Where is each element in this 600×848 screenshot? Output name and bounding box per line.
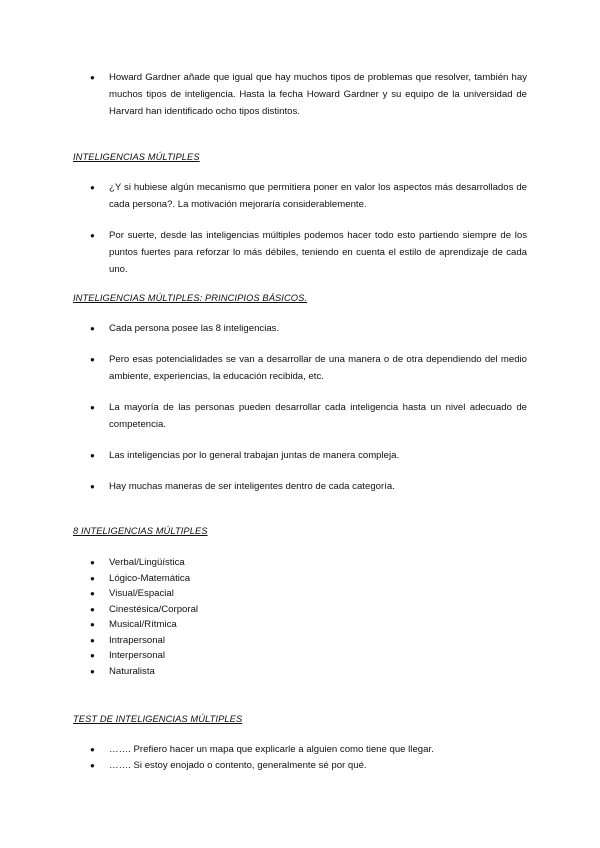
list-item: ● Hay muchas maneras de ser inteligentes dentro de cada categoría.: [0, 478, 527, 495]
bullet-icon: ●: [90, 745, 95, 754]
section2-list: [0, 320, 600, 509]
bullet-icon: ●: [90, 231, 95, 240]
list-item: ● Naturalista: [0, 664, 527, 680]
bullet-icon: ●: [90, 324, 95, 333]
bullet-icon: ●: [90, 651, 95, 660]
list-item: ● Musical/Rítmica: [0, 617, 527, 633]
section-heading-8-inteligencias: 8 INTELIGENCIAS MÚLTIPLES: [73, 526, 208, 536]
list-item: ● Cinestésica/Corporal: [0, 602, 527, 618]
bullet-icon: ●: [90, 73, 95, 82]
bullet-icon: ●: [90, 482, 95, 491]
section4-list: [0, 742, 600, 773]
bullet-icon: ●: [90, 355, 95, 364]
section1-list: [0, 179, 600, 292]
list-item: ● Cada persona posee las 8 inteligencias.: [0, 320, 527, 337]
bullet-icon: ●: [90, 760, 95, 770]
list-item: ● ……. Prefiero hacer un mapa que explicarle a alguien como tiene que llegar.: [0, 742, 527, 758]
list-item: ● Visual/Espacial: [0, 586, 527, 602]
list-item: ● Howard Gardner añade que igual que hay muchos tipos de problemas que resolver, también hay muchos tipos de inteligencia. Hasta la fecha Howard Gardner y su equipo de la universidad de Harvard han identificado ocho tipos distintos.: [0, 69, 527, 120]
list-item: ● ¿Y si hubiese algún mecanismo que permitiera poner en valor los aspectos más desarrollados de cada persona?. La motivación mejoraría considerablemente.: [0, 179, 527, 213]
list-item: ● Verbal/Lingüística: [0, 555, 527, 571]
section-heading-test: TEST DE INTELIGENCIAS MÚLTIPLES: [73, 714, 243, 724]
section-heading-inteligencias-multiples: INTELIGENCIAS MÚLTIPLES: [73, 152, 200, 162]
bullet-icon: ●: [90, 589, 95, 598]
bullet-icon: ●: [90, 183, 95, 192]
list-item: ● Interpersonal: [0, 648, 527, 664]
intro-list: [0, 69, 600, 134]
bullet-icon: ●: [90, 403, 95, 412]
bullet-icon: ●: [90, 620, 95, 629]
list-item: ● Las inteligencias por lo general trabajan juntas de manera compleja.: [0, 447, 527, 464]
list-item: ● Por suerte, desde las inteligencias múltiples podemos hacer todo esto partiendo siempre de los puntos fuertes para reforzar lo más débiles, teniendo en cuenta el estilo de aprendizaje de cada uno.: [0, 227, 527, 278]
list-item: ● Intrapersonal: [0, 633, 527, 649]
bullet-icon: ●: [90, 604, 95, 614]
bullet-icon: ●: [90, 666, 95, 676]
list-item: ● Pero esas potencialidades se van a desarrollar de una manera o de otra dependiendo del medio ambiente, experiencias, la educación recibida, etc.: [0, 351, 527, 385]
bullet-icon: ●: [90, 635, 95, 645]
bullet-icon: ●: [90, 558, 95, 567]
list-item: ● ……. Si estoy enojado o contento, generalmente sé por qué.: [0, 758, 527, 774]
bullet-icon: ●: [90, 573, 95, 583]
bullet-icon: ●: [90, 451, 95, 460]
list-item: ● La mayoría de las personas pueden desarrollar cada inteligencia hasta un nivel adecuado de competencia.: [0, 399, 527, 433]
section-heading-principios-basicos: INTELIGENCIAS MÚLTIPLES: PRINCIPIOS BÁSICOS.: [73, 293, 308, 303]
list-item: ● Lógico-Matemática: [0, 571, 527, 587]
section3-list: [0, 555, 600, 679]
